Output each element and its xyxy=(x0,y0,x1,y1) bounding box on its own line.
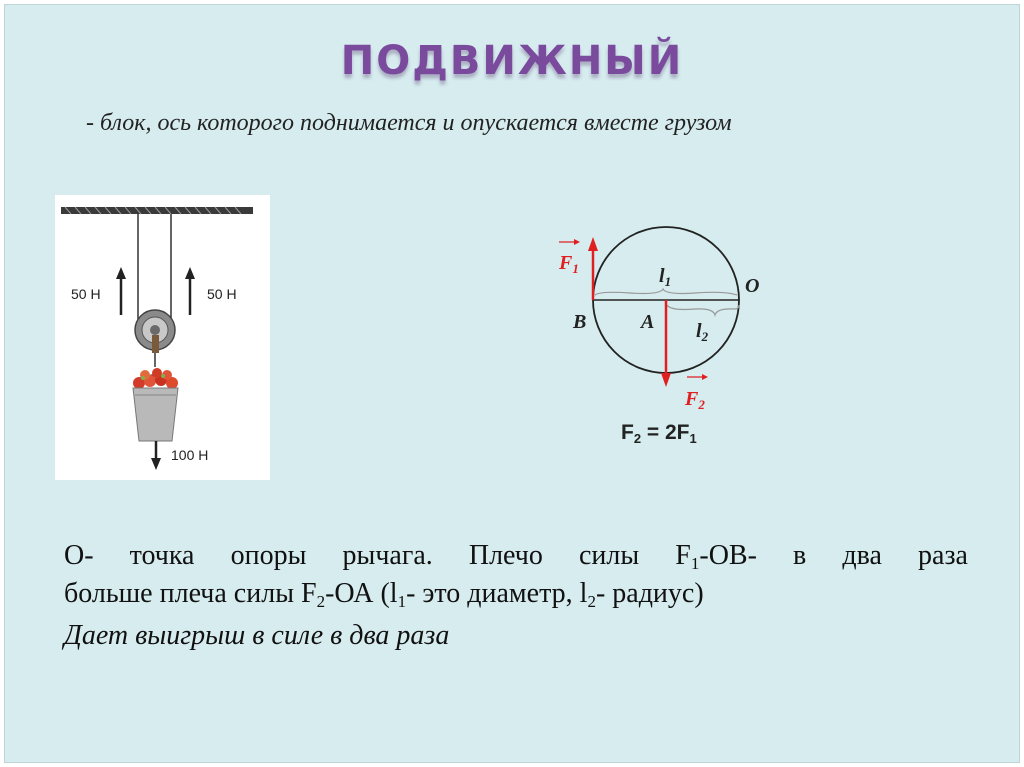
paragraph-line-1: О- точка опоры рычага. Плечо силы $F_1-ОВ-$ в два раза xyxy=(64,540,968,573)
l1-label: $l_1$ xyxy=(659,265,672,289)
f1-label: $F_1$ xyxy=(559,252,579,276)
point-b-label: B xyxy=(573,311,587,333)
point-o-label: O xyxy=(745,275,760,297)
slide-subtitle: - блок, ось которого поднимается и опускается вместе грузом xyxy=(86,110,732,136)
pulley-figure xyxy=(55,195,270,480)
point-a-label: A xyxy=(641,311,655,333)
force-equation: F2 = 2F1 xyxy=(621,421,697,446)
bucket xyxy=(133,388,178,441)
f2-label: $F_2$ xyxy=(685,388,705,412)
load-force-label: 100 Н xyxy=(171,447,209,463)
l2-label: $l_2$ xyxy=(696,320,709,344)
slide-title: ПОДВИЖНЫЙ xyxy=(340,38,684,84)
f1-arrow xyxy=(588,237,598,300)
f2-arrow xyxy=(661,300,671,387)
conclusion-text: Дает выигрыш в силе в два раза xyxy=(64,620,450,651)
lever-diagram xyxy=(545,225,795,460)
right-force-label: 50 Н xyxy=(207,286,237,302)
left-force-label: 50 Н xyxy=(71,286,101,302)
paragraph-line-2: больше плеча силы $F_2-ОА$ ($l_1-$ это диаметр, $l_2-$ радиус) xyxy=(64,578,704,611)
pulley-hook xyxy=(152,335,159,353)
explanation-paragraph xyxy=(64,537,968,613)
